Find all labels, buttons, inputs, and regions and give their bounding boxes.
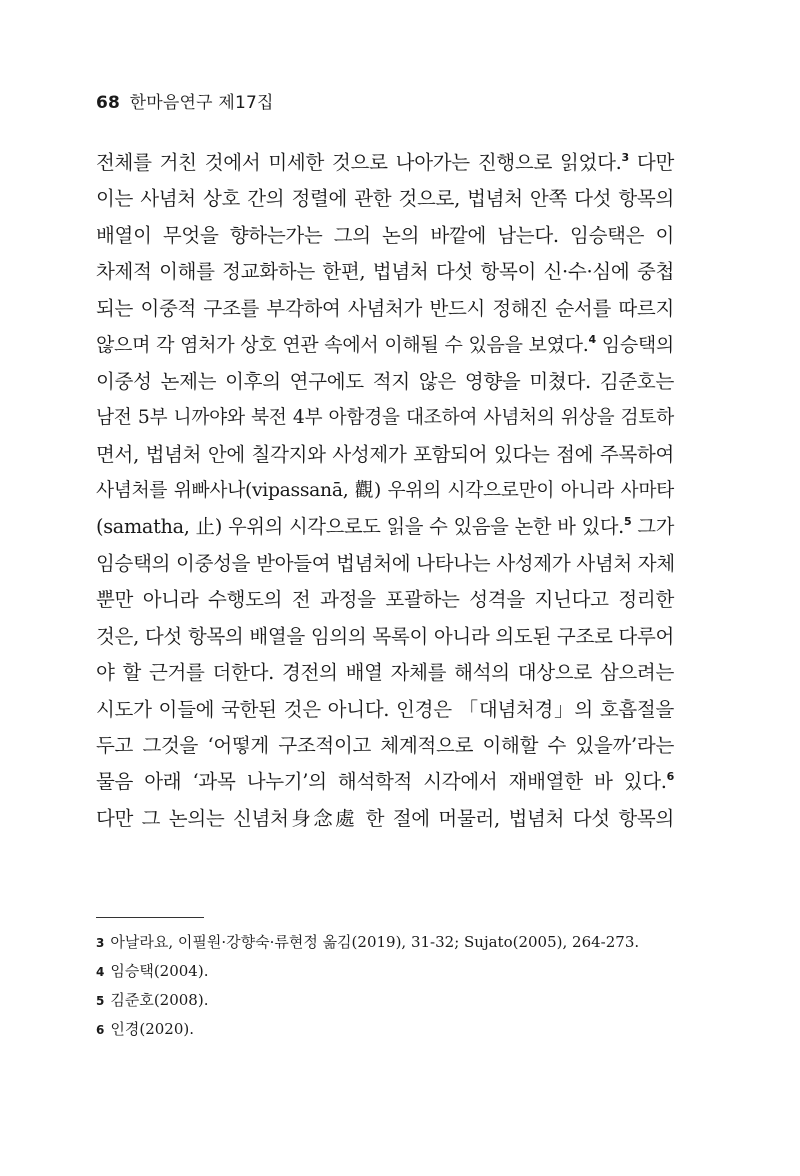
- body-line: [96, 218, 674, 254]
- body-line: [96, 692, 674, 728]
- footnote-divider: [96, 917, 204, 918]
- body-line-text: 이는 사념처 상호 간의 정렬에 관한 것으로, 법념처 안쪽 다섯 항목의: [96, 187, 674, 211]
- footnote-reference[interactable]: 5: [623, 515, 632, 529]
- body-line: [96, 473, 674, 509]
- body-line: [96, 655, 674, 691]
- body-line-text: 이중성 논제는 이후의 연구에도 적지 않은 영향을 미쳤다. 김준호는: [96, 369, 674, 393]
- body-line: [96, 364, 674, 400]
- body-line-text: 남전 5부 니까야와 북전 4부 아함경을 대조하여 사념처의 위상을 검토하: [96, 407, 674, 429]
- body-line-text: 배열이 무엇을 향하는가는 그의 논의 바깥에 남는다. 임승택은 이: [96, 223, 674, 247]
- body-line: [96, 764, 674, 800]
- footnote-text: 인경(2020).: [110, 1020, 194, 1038]
- footnote-number: 6: [96, 1023, 105, 1037]
- footnote-reference[interactable]: 6: [666, 770, 674, 784]
- body-line: [96, 509, 674, 545]
- body-line-text: 두고 그것을 ‘어떻게 구조적이고 체계적으로 이해할 수 있을까’라는: [96, 734, 674, 757]
- body-line-continuation: 임승택의: [595, 334, 674, 357]
- footnote-reference[interactable]: 4: [588, 333, 596, 347]
- body-line-text: 야 할 근거를 더한다. 경전의 배열 자체를 해석의 대상으로 삼으려는: [96, 661, 674, 685]
- body-line-text: 임승택의 이중성을 받아들여 법념처에 나타나는 사성제가 사념처 자체: [96, 551, 675, 575]
- footnote-number: 5: [96, 994, 105, 1008]
- body-line-continuation: 그가: [631, 515, 674, 539]
- body-line: [96, 546, 674, 582]
- running-header: [96, 88, 274, 113]
- body-line: [96, 619, 674, 655]
- body-line: [96, 400, 674, 436]
- body-line: [96, 582, 674, 618]
- body-line: [96, 801, 674, 837]
- body-line-text: 다만 그 논의는 신념처身念處 한 절에 머물러, 법념처 다섯 항목의: [96, 806, 674, 830]
- body-line-text: 않으며 각 염처가 상호 연관 속에서 이해될 수 있음을 보였다.: [96, 334, 589, 357]
- footnote-number: 3: [96, 936, 105, 950]
- footnote-item: [96, 1015, 696, 1044]
- body-line-text: 것은, 다섯 항목의 배열을 임의의 목록이 아니라 의도된 구조로 다루어: [96, 624, 675, 648]
- body-line-text: 뿐만 아니라 수행도의 전 과정을 포괄하는 성격을 지닌다고 정리한: [96, 588, 674, 612]
- footnote-item: [96, 928, 696, 957]
- footnote-item: [96, 986, 696, 1015]
- body-line-text: 되는 이중적 구조를 부각하여 사념처가 반드시 정해진 순서를 따르지: [96, 296, 674, 320]
- page-number: 68: [96, 93, 121, 113]
- footnotes: [96, 928, 696, 1044]
- body-text: [96, 145, 674, 837]
- body-line: [96, 728, 674, 764]
- body-line: [96, 254, 674, 290]
- body-line-text: 면서, 법념처 안에 칠각지와 사성제가 포함되어 있다는 점에 주목하여: [96, 442, 674, 466]
- body-line-text: 시도가 이들에 국한된 것은 아니다. 인경은 「대념처경」의 호흡절을: [96, 697, 674, 721]
- footnote-number: 4: [96, 965, 105, 979]
- footnote-text: 아날라요, 이필원·강향숙·류현정 옮김(2019), 31-32; Sujato(2005), 264-273.: [110, 933, 640, 951]
- body-line: [96, 291, 674, 327]
- body-line-text: 물음 아래 ‘과목 나누기’의 해석학적 시각에서 재배열한 바 있다.: [96, 770, 667, 794]
- body-line-text: (samatha, 止) 우위의 시각으로도 읽을 수 있음을 논한 바 있다.: [96, 515, 624, 539]
- body-line-text: 사념처를 위빠사나(vipassanā, 觀) 우위의 시각으로만이 아니라 사마타: [96, 479, 674, 501]
- journal-title: 한마음연구 제17집: [129, 93, 274, 113]
- body-line: [96, 145, 674, 181]
- body-line: [96, 181, 674, 217]
- body-line: [96, 327, 674, 363]
- footnote-reference[interactable]: 3: [621, 151, 629, 164]
- body-line-text: 차제적 이해를 정교화하는 한편, 법념처 다섯 항목이 신·수·심에 중첩: [96, 260, 674, 284]
- footnote-text: 김준호(2008).: [110, 991, 209, 1009]
- body-line-text: 전체를 거친 것에서 미세한 것으로 나아가는 진행으로 읽었다.: [96, 151, 622, 174]
- body-line-continuation: 다만: [628, 151, 674, 174]
- body-line: [96, 437, 674, 473]
- footnote-item: [96, 957, 696, 986]
- footnote-text: 임승택(2004).: [110, 962, 209, 980]
